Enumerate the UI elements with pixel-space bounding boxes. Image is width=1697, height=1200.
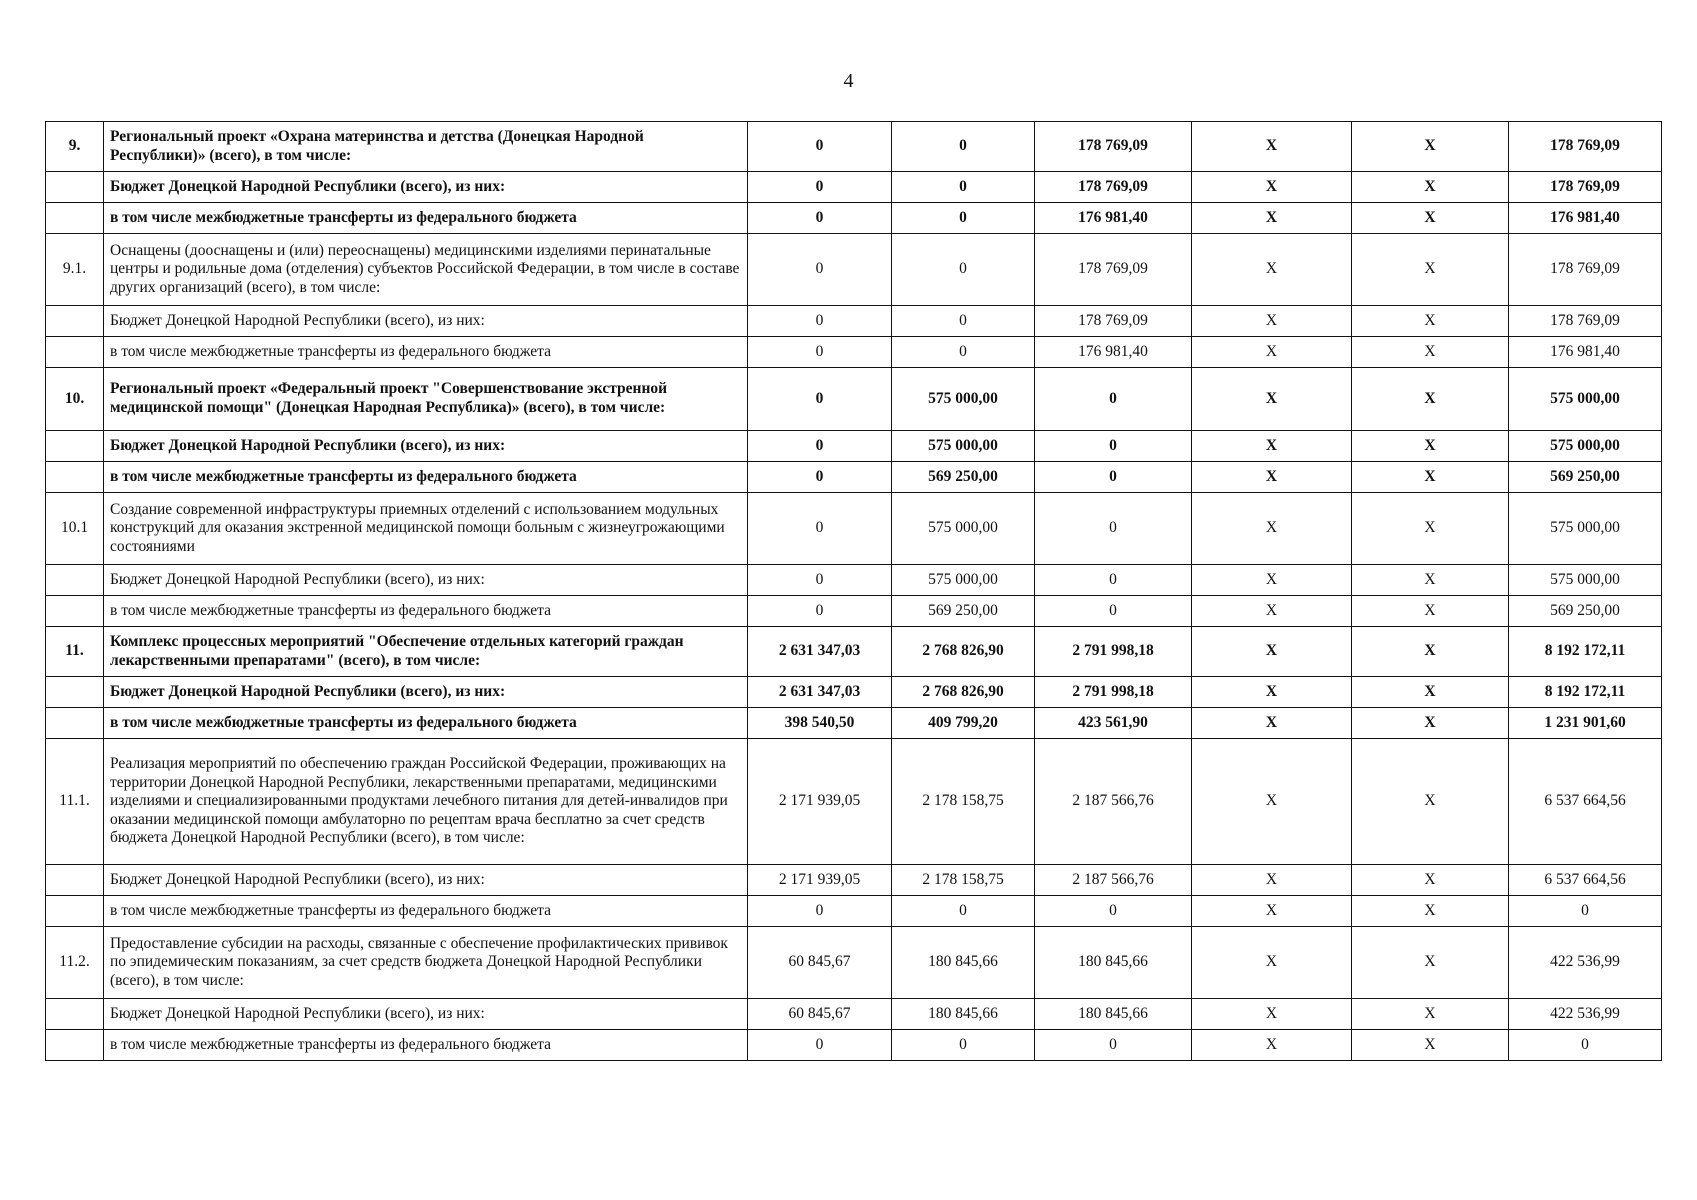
value-year-1: 2 171 939,05: [748, 865, 892, 896]
value-year-2: 0: [892, 203, 1035, 234]
value-year-3: 0: [1035, 368, 1192, 431]
value-year-2: 0: [892, 337, 1035, 368]
value-year-1: 0: [748, 493, 892, 565]
value-year-3: 0: [1035, 896, 1192, 927]
value-year-2: 180 845,66: [892, 927, 1035, 999]
row-number: 11.2.: [46, 927, 104, 999]
value-year-4: X: [1192, 234, 1352, 306]
row-number: 11.: [46, 627, 104, 677]
value-year-4: X: [1192, 368, 1352, 431]
value-year-1: 2 631 347,03: [748, 627, 892, 677]
row-number: [46, 337, 104, 368]
value-year-1: 0: [748, 122, 892, 172]
row-name: Бюджет Донецкой Народной Республики (всего), из них:: [104, 999, 748, 1030]
table-row: [46, 122, 1662, 172]
value-year-2: 569 250,00: [892, 462, 1035, 493]
value-year-5: X: [1352, 337, 1509, 368]
value-year-4: X: [1192, 337, 1352, 368]
row-name: в том числе межбюджетные трансферты из федерального бюджета: [104, 596, 748, 627]
value-year-1: 0: [748, 172, 892, 203]
row-name: в том числе межбюджетные трансферты из федерального бюджета: [104, 337, 748, 368]
table-row: [46, 306, 1662, 337]
value-year-2: 0: [892, 306, 1035, 337]
value-year-4: X: [1192, 1030, 1352, 1061]
value-year-4: X: [1192, 677, 1352, 708]
value-year-3: 178 769,09: [1035, 234, 1192, 306]
value-year-5: X: [1352, 865, 1509, 896]
value-year-3: 2 187 566,76: [1035, 739, 1192, 865]
table-row: [46, 1030, 1662, 1061]
value-total: 6 537 664,56: [1509, 865, 1662, 896]
table-row: [46, 596, 1662, 627]
value-total: 178 769,09: [1509, 306, 1662, 337]
value-total: 569 250,00: [1509, 596, 1662, 627]
value-year-3: 178 769,09: [1035, 172, 1192, 203]
value-year-1: 0: [748, 234, 892, 306]
value-year-5: X: [1352, 677, 1509, 708]
row-number: [46, 565, 104, 596]
value-year-2: 2 178 158,75: [892, 865, 1035, 896]
value-year-4: X: [1192, 927, 1352, 999]
row-number: [46, 677, 104, 708]
value-year-1: 0: [748, 431, 892, 462]
budget-table: [45, 121, 1662, 1061]
value-year-4: X: [1192, 708, 1352, 739]
value-year-5: X: [1352, 596, 1509, 627]
value-year-4: X: [1192, 493, 1352, 565]
value-year-4: X: [1192, 739, 1352, 865]
row-number: [46, 203, 104, 234]
value-year-1: 0: [748, 596, 892, 627]
value-year-2: 0: [892, 172, 1035, 203]
value-total: 569 250,00: [1509, 462, 1662, 493]
value-year-3: 0: [1035, 565, 1192, 596]
table-row: [46, 337, 1662, 368]
value-year-2: 0: [892, 1030, 1035, 1061]
value-year-3: 2 187 566,76: [1035, 865, 1192, 896]
table-row: [46, 431, 1662, 462]
value-year-5: X: [1352, 493, 1509, 565]
value-year-2: 0: [892, 896, 1035, 927]
value-year-3: 176 981,40: [1035, 337, 1192, 368]
value-year-2: 180 845,66: [892, 999, 1035, 1030]
value-total: 176 981,40: [1509, 337, 1662, 368]
row-name: Региональный проект «Федеральный проект "Совершенствование экстренной медицинской помощи" (Донецкая Народная Республика)» (всего), в том числе:: [104, 368, 748, 431]
page-number: 4: [843, 70, 854, 92]
row-number: [46, 172, 104, 203]
value-year-4: X: [1192, 896, 1352, 927]
value-total: 6 537 664,56: [1509, 739, 1662, 865]
value-year-3: 0: [1035, 1030, 1192, 1061]
value-year-4: X: [1192, 596, 1352, 627]
table-row: [46, 865, 1662, 896]
row-name: в том числе межбюджетные трансферты из федерального бюджета: [104, 1030, 748, 1061]
value-total: 176 981,40: [1509, 203, 1662, 234]
row-number: [46, 1030, 104, 1061]
table-row: [46, 927, 1662, 999]
value-year-5: X: [1352, 1030, 1509, 1061]
table-row: [46, 172, 1662, 203]
value-total: 0: [1509, 1030, 1662, 1061]
row-name: в том числе межбюджетные трансферты из федерального бюджета: [104, 203, 748, 234]
value-year-4: X: [1192, 122, 1352, 172]
value-year-1: 398 540,50: [748, 708, 892, 739]
value-year-1: 0: [748, 896, 892, 927]
row-name: в том числе межбюджетные трансферты из федерального бюджета: [104, 462, 748, 493]
row-number: [46, 708, 104, 739]
value-year-4: X: [1192, 306, 1352, 337]
value-year-5: X: [1352, 739, 1509, 865]
value-year-4: X: [1192, 865, 1352, 896]
value-year-5: X: [1352, 999, 1509, 1030]
value-total: 575 000,00: [1509, 431, 1662, 462]
value-year-2: 0: [892, 122, 1035, 172]
table-row: [46, 708, 1662, 739]
value-year-5: X: [1352, 627, 1509, 677]
value-year-2: 575 000,00: [892, 368, 1035, 431]
row-number: [46, 865, 104, 896]
value-year-3: 180 845,66: [1035, 927, 1192, 999]
row-name: Региональный проект «Охрана материнства и детства (Донецкая Народной Республики)» (всего), в том числе:: [104, 122, 748, 172]
value-total: 178 769,09: [1509, 122, 1662, 172]
value-total: 575 000,00: [1509, 565, 1662, 596]
value-year-1: 2 171 939,05: [748, 739, 892, 865]
value-year-4: X: [1192, 627, 1352, 677]
row-number: 9.1.: [46, 234, 104, 306]
table-row: [46, 234, 1662, 306]
value-total: 178 769,09: [1509, 234, 1662, 306]
row-name: в том числе межбюджетные трансферты из федерального бюджета: [104, 896, 748, 927]
row-name: Бюджет Донецкой Народной Республики (всего), из них:: [104, 306, 748, 337]
row-name: Бюджет Донецкой Народной Республики (всего), из них:: [104, 565, 748, 596]
table-row: [46, 462, 1662, 493]
value-year-5: X: [1352, 927, 1509, 999]
value-year-5: X: [1352, 172, 1509, 203]
row-number: 10.1: [46, 493, 104, 565]
value-year-1: 0: [748, 565, 892, 596]
value-total: 422 536,99: [1509, 999, 1662, 1030]
table-row: [46, 739, 1662, 865]
row-number: [46, 596, 104, 627]
row-name: Бюджет Донецкой Народной Республики (всего), из них:: [104, 431, 748, 462]
row-number: 11.1.: [46, 739, 104, 865]
value-total: 1 231 901,60: [1509, 708, 1662, 739]
value-year-2: 2 178 158,75: [892, 739, 1035, 865]
table-row: [46, 565, 1662, 596]
value-year-1: 2 631 347,03: [748, 677, 892, 708]
row-name: Комплекс процессных мероприятий "Обеспечение отдельных категорий граждан лекарственными препаратами" (всего), в том числе:: [104, 627, 748, 677]
row-name: Бюджет Донецкой Народной Республики (всего), из них:: [104, 865, 748, 896]
value-year-1: 0: [748, 203, 892, 234]
row-name: Предоставление субсидии на расходы, связанные с обеспечение профилактических прививок по эпидемическим показаниям, за счет средств бюджета Донецкой Народной Республики (всего), в том числе:: [104, 927, 748, 999]
value-year-5: X: [1352, 122, 1509, 172]
value-year-3: 176 981,40: [1035, 203, 1192, 234]
value-year-5: X: [1352, 462, 1509, 493]
value-total: 575 000,00: [1509, 368, 1662, 431]
table-row: [46, 677, 1662, 708]
row-name: Бюджет Донецкой Народной Республики (всего), из них:: [104, 172, 748, 203]
table-row: [46, 368, 1662, 431]
value-year-3: 2 791 998,18: [1035, 677, 1192, 708]
value-year-5: X: [1352, 234, 1509, 306]
value-year-1: 0: [748, 462, 892, 493]
value-year-3: 0: [1035, 493, 1192, 565]
value-year-1: 60 845,67: [748, 927, 892, 999]
table-row: [46, 493, 1662, 565]
value-year-4: X: [1192, 565, 1352, 596]
value-year-5: X: [1352, 203, 1509, 234]
table-body: [46, 122, 1662, 1061]
table-row: [46, 627, 1662, 677]
value-year-4: X: [1192, 431, 1352, 462]
value-year-3: 0: [1035, 462, 1192, 493]
value-total: 8 192 172,11: [1509, 627, 1662, 677]
value-year-3: 178 769,09: [1035, 122, 1192, 172]
value-year-1: 0: [748, 306, 892, 337]
value-total: 575 000,00: [1509, 493, 1662, 565]
value-year-3: 180 845,66: [1035, 999, 1192, 1030]
row-number: 9.: [46, 122, 104, 172]
value-year-2: 575 000,00: [892, 431, 1035, 462]
value-year-5: X: [1352, 368, 1509, 431]
value-year-4: X: [1192, 203, 1352, 234]
row-name: Реализация мероприятий по обеспечению граждан Российской Федерации, проживающих на территории Донецкой Народной Республики, лекарственными препаратами, медицинскими изделиями и специализированными продуктами лечебного питания для детей-инвалидов при оказании медицинской помощи амбулаторно по рецептам врача бесплатно за счет средств бюджета Донецкой Народной Республики (всего), в том числе:: [104, 739, 748, 865]
value-year-2: 2 768 826,90: [892, 677, 1035, 708]
value-year-3: 2 791 998,18: [1035, 627, 1192, 677]
value-year-2: 569 250,00: [892, 596, 1035, 627]
value-year-5: X: [1352, 565, 1509, 596]
row-name: Создание современной инфраструктуры приемных отделений с использованием модульных конструкций для оказания экстренной медицинской помощи больным с жизнеугрожающими состояниями: [104, 493, 748, 565]
value-year-5: X: [1352, 708, 1509, 739]
value-year-3: 423 561,90: [1035, 708, 1192, 739]
row-name: в том числе межбюджетные трансферты из федерального бюджета: [104, 708, 748, 739]
row-name: Бюджет Донецкой Народной Республики (всего), из них:: [104, 677, 748, 708]
value-year-3: 178 769,09: [1035, 306, 1192, 337]
row-number: [46, 431, 104, 462]
value-year-4: X: [1192, 462, 1352, 493]
row-number: [46, 999, 104, 1030]
value-year-1: 60 845,67: [748, 999, 892, 1030]
value-year-3: 0: [1035, 596, 1192, 627]
value-year-2: 575 000,00: [892, 493, 1035, 565]
value-total: 8 192 172,11: [1509, 677, 1662, 708]
value-year-5: X: [1352, 306, 1509, 337]
table-row: [46, 203, 1662, 234]
row-number: 10.: [46, 368, 104, 431]
value-year-1: 0: [748, 337, 892, 368]
table-row: [46, 999, 1662, 1030]
value-year-4: X: [1192, 172, 1352, 203]
value-year-1: 0: [748, 368, 892, 431]
value-year-1: 0: [748, 1030, 892, 1061]
value-year-2: 0: [892, 234, 1035, 306]
value-year-5: X: [1352, 896, 1509, 927]
row-number: [46, 462, 104, 493]
value-total: 0: [1509, 896, 1662, 927]
row-number: [46, 306, 104, 337]
row-number: [46, 896, 104, 927]
value-year-3: 0: [1035, 431, 1192, 462]
value-year-2: 2 768 826,90: [892, 627, 1035, 677]
row-name: Оснащены (дооснащены и (или) переоснащены) медицинскими изделиями перинатальные центры и родильные дома (отделения) субъектов Российской Федерации, в том числе в составе других организаций (всего), в том числе:: [104, 234, 748, 306]
value-year-4: X: [1192, 999, 1352, 1030]
table-row: [46, 896, 1662, 927]
value-year-2: 575 000,00: [892, 565, 1035, 596]
value-total: 422 536,99: [1509, 927, 1662, 999]
value-year-2: 409 799,20: [892, 708, 1035, 739]
value-total: 178 769,09: [1509, 172, 1662, 203]
value-year-5: X: [1352, 431, 1509, 462]
